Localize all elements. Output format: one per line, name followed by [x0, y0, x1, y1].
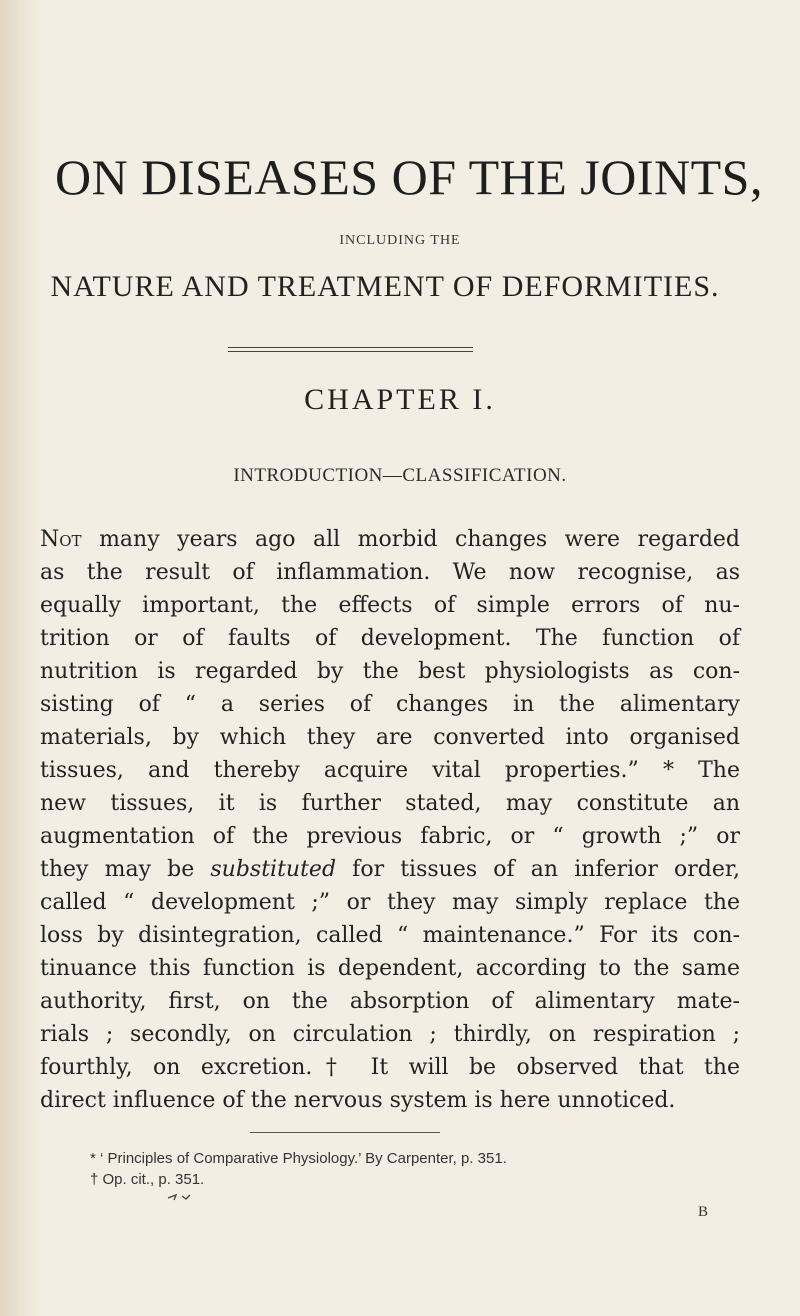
body-line: Not many years ago all morbid changes were regarded — [40, 527, 740, 552]
book-subtitle: NATURE AND TREATMENT OF DEFORMITIES. — [50, 270, 720, 303]
body-line: direct influence of the nervous system is here unnoticed. — [40, 1088, 676, 1113]
body-line: tissues, and thereby acquire vital properties.” * The — [40, 758, 740, 783]
page-edge-shading — [0, 0, 40, 1316]
book-title: ON DISEASES OF THE JOINTS, — [55, 149, 763, 205]
body-line: equally important, the effects of simple errors of nu- — [40, 593, 740, 618]
signature-mark: B — [698, 1204, 709, 1220]
body-line: tinuance this function is dependent, according to the same — [40, 956, 740, 981]
chapter-intro-heading: INTRODUCTION—CLASSIFICATION. — [233, 465, 567, 486]
body-line: called “ development ;” or they may simply replace the — [40, 890, 740, 915]
double-rule-top — [228, 347, 473, 348]
body-line: loss by disintegration, called “ maintenance.” For its con- — [40, 923, 740, 948]
body-line: authority, first, on the absorption of alimentary mate- — [40, 989, 740, 1014]
ink-mark — [166, 1192, 196, 1202]
body-line: materials, by which they are converted into organised — [40, 725, 740, 750]
body-line: fourthly, on excretion.† It will be observed that the — [40, 1055, 740, 1080]
body-line: augmentation of the previous fabric, or “ growth ;” or — [40, 824, 740, 849]
body-line: as the result of inflammation. We now recognise, as — [40, 560, 740, 585]
double-rule-bottom — [228, 351, 473, 352]
body-line: rials ; secondly, on circulation ; thirdly, on respiration ; — [40, 1022, 740, 1047]
body-line: new tissues, it is further stated, may constitute an — [40, 791, 740, 816]
footnote-rule — [250, 1132, 440, 1133]
body-line: sisting of “ a series of changes in the alimentary — [40, 692, 740, 717]
footnote: * ‘ Principles of Comparative Physiology.’ By Carpenter, p. 351. — [90, 1150, 507, 1167]
including-line: INCLUDING THE — [339, 233, 461, 248]
body-line: trition or of faults of development. The function of — [40, 626, 740, 651]
body-line: nutrition is regarded by the best physiologists as con- — [40, 659, 740, 684]
footnote: † Op. cit., p. 351. — [90, 1171, 205, 1188]
body-line: they may be substituted for tissues of an inferior order, — [40, 857, 740, 882]
chapter-heading: CHAPTER I. — [304, 383, 496, 416]
